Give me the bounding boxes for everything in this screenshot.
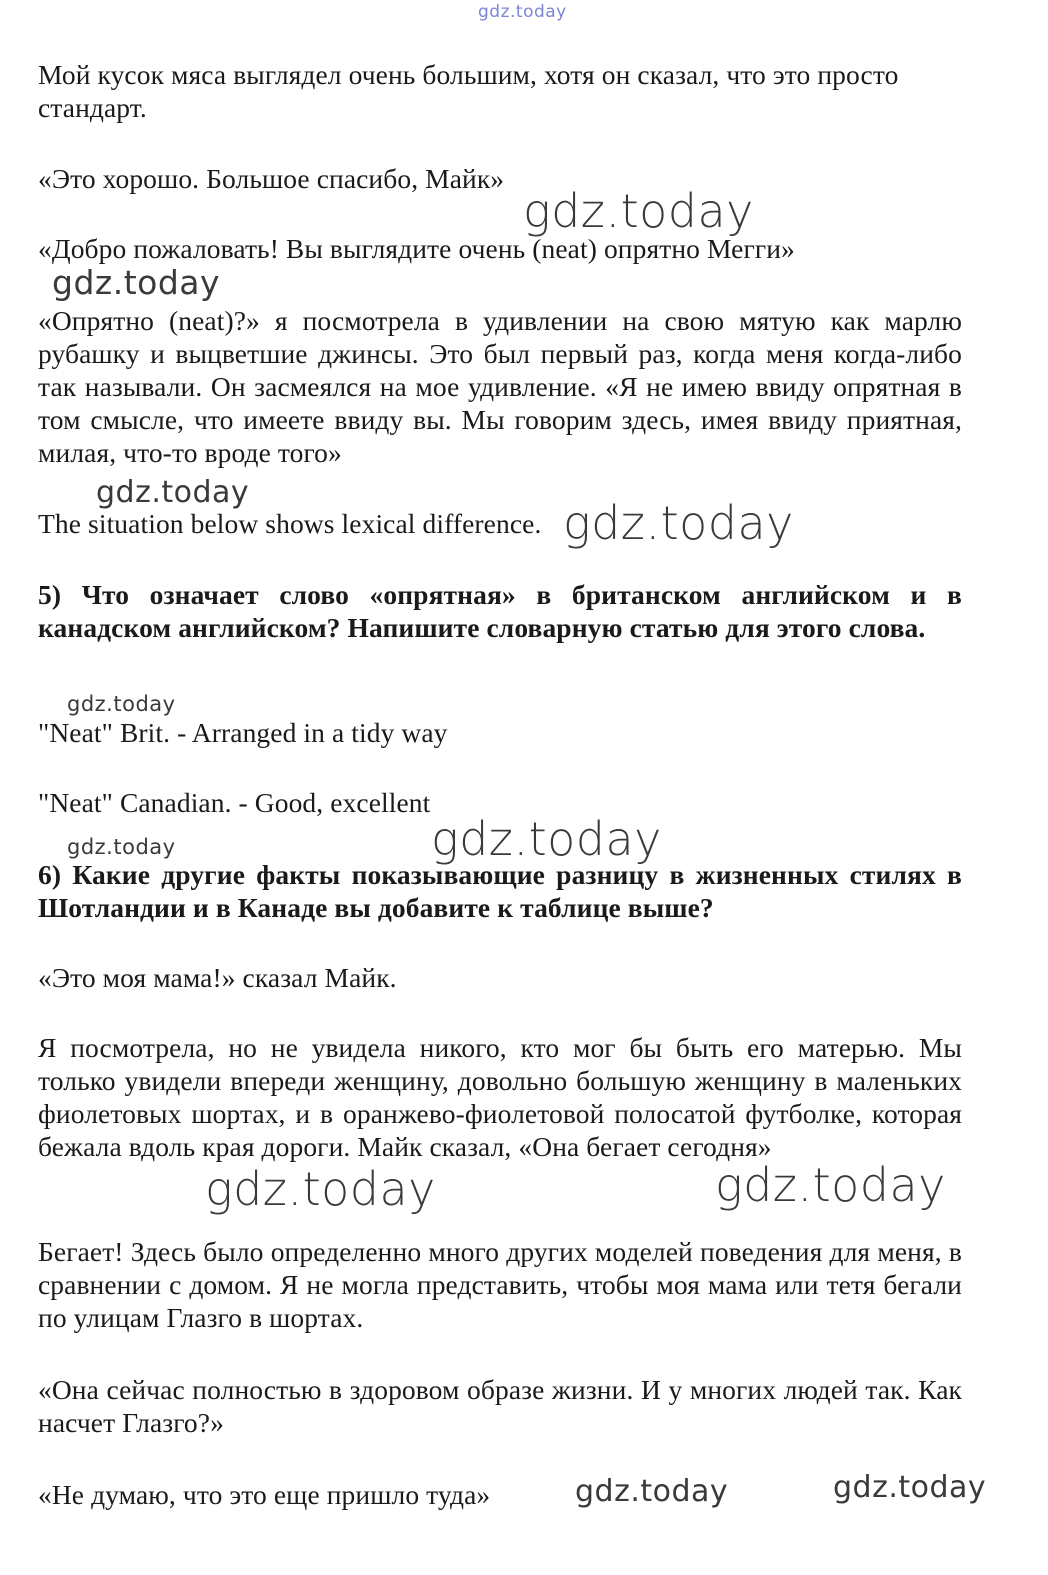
paragraph-5: The situation below shows lexical difference. — [38, 508, 542, 539]
watermark: gdz.today — [67, 835, 176, 859]
watermark: gdz.today — [67, 692, 176, 716]
paragraph-7: Я посмотрела, но не увидела никого, кто мог бы быть его матерью. Мы только увидели впереди женщину, довольно большую женщину в маленьких фиолетовых шортах, и в оранжево-фиолетовой полосатой футболке, которая бежала вдоль края дороги. Майк сказал, «Она бегает сегодня» — [38, 1032, 962, 1162]
paragraph-10: «Не думаю, что это еще пришло туда» — [38, 1479, 491, 1510]
watermark: gdz.today — [563, 496, 794, 550]
watermark: gdz.today — [96, 475, 250, 510]
question-6: 6) Какие другие факты показывающие разницу в жизненных стилях в Шотландии и в Канаде вы добавите к таблице выше? — [38, 859, 962, 923]
paragraph-1: Мой кусок мяса выглядел очень большим, хотя он сказал, что это просто стандарт. — [38, 59, 899, 123]
paragraph-3: «Добро пожаловать! Вы выглядите очень (neat) опрятно Мегги» — [38, 233, 795, 264]
watermark: gdz.today — [431, 812, 662, 866]
answer-5-brit: "Neat" Brit. - Arranged in a tidy way — [38, 717, 448, 748]
watermark: gdz.today — [575, 1474, 729, 1509]
watermark: gdz.today — [523, 184, 754, 238]
paragraph-4: «Опрятно (neat)?» я посмотрела в удивлении на свою мятую как марлю рубашку и выцветшие джинсы. Это был первый раз, когда меня когда-либо так называли. Он засмеялся на мое удивление. «Я не имею ввиду опрятная в том смысле, что имеете ввиду вы. Мы говорим здесь, имея ввиду приятная, милая, что-то вроде того» — [38, 305, 962, 468]
paragraph-8: Бегает! Здесь было определенно много других моделей поведения для меня, в сравнении с домом. Я не могла представить, чтобы моя мама или тетя бегали по улицам Глазго в шортах. — [38, 1236, 962, 1333]
paragraph-6: «Это моя мама!» сказал Майк. — [38, 962, 397, 993]
paragraph-2: «Это хорошо. Большое спасибо, Майк» — [38, 163, 505, 194]
watermark: gdz.today — [715, 1158, 946, 1212]
watermark: gdz.today — [52, 263, 221, 302]
answer-5-canadian: "Neat" Canadian. - Good, excellent — [38, 787, 431, 818]
watermark-top: gdz.today — [478, 2, 567, 22]
watermark: gdz.today — [833, 1470, 987, 1505]
paragraph-9: «Она сейчас полностью в здоровом образе жизни. И у многих людей так. Как насчет Глазго?» — [38, 1374, 962, 1438]
watermark: gdz.today — [205, 1162, 436, 1216]
question-5: 5) Что означает слово «опрятная» в британском английском и в канадском английском? Напишите словарную статью для этого слова. — [38, 579, 962, 643]
